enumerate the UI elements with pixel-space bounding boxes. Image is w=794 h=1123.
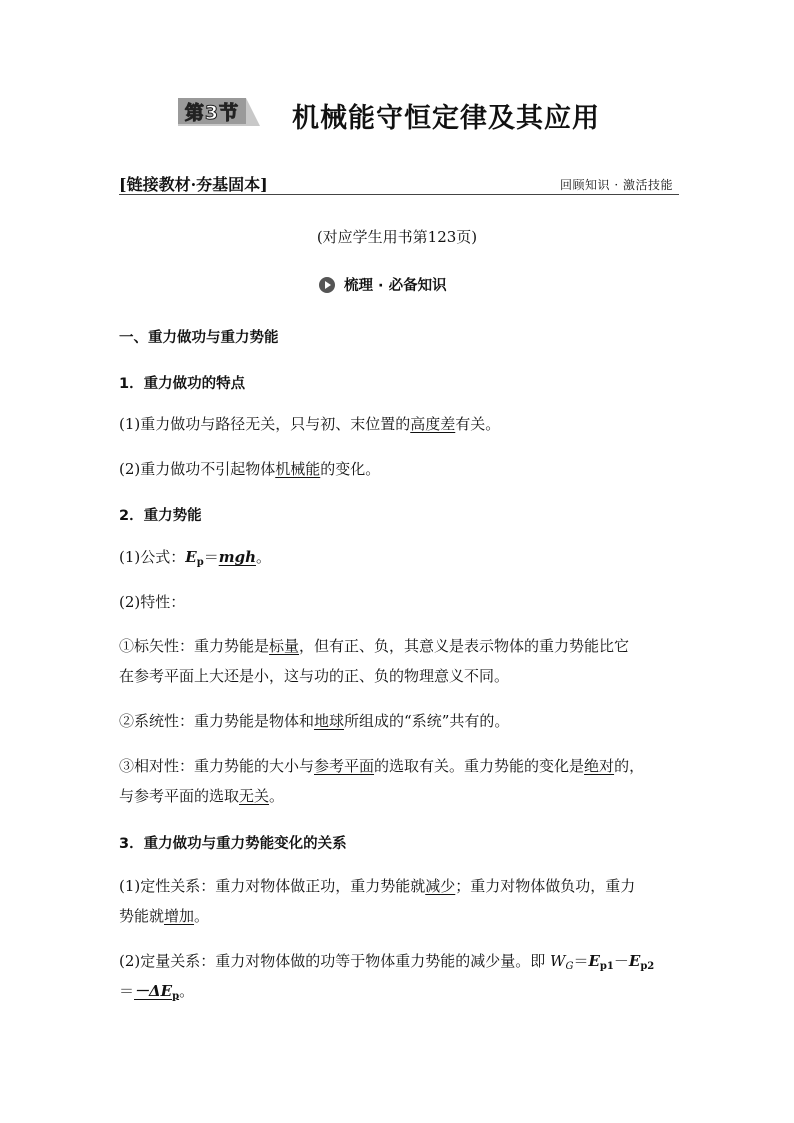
property-3-cont: 与参考平面的选取无关。 bbox=[119, 787, 285, 805]
property-2: ②系统性：重力势能是物体和地球所组成的“系统”共有的。 bbox=[119, 712, 510, 730]
properties-label: (2)特性： bbox=[119, 593, 186, 611]
paragraph-1-2: (2)重力做功不引起物体机械能的变化。 bbox=[119, 460, 381, 478]
section-badge bbox=[178, 98, 260, 126]
banner-left: [链接教材·夯基固本] bbox=[119, 175, 268, 194]
subheading-3: 3．重力做功与重力势能变化的关系 bbox=[119, 836, 347, 852]
paragraph-1-1: (1)重力做功与路径无关，只与初、末位置的高度差有关。 bbox=[119, 415, 501, 433]
heading-gravity-work: 一、重力做功与重力势能 bbox=[119, 330, 279, 346]
section-heading bbox=[318, 274, 447, 295]
book-reference: (对应学生用书第123页) bbox=[316, 228, 478, 246]
relation-2: (2)定量关系：重力对物体做的功等于物体重力势能的减少量。即 $W_G=E_{p1}-E_{p2}$ bbox=[119, 952, 655, 972]
banner-right: 回顾知识 · 激活技能 bbox=[560, 178, 673, 192]
badge-label: 第3节 bbox=[184, 101, 240, 124]
section-heading-text: 梳理 · 必备知识 bbox=[344, 278, 447, 294]
play-icon bbox=[318, 276, 336, 294]
formula-line: (1)公式：$E_p=mgh$。 bbox=[119, 548, 271, 568]
property-3: ③相对性：重力势能的大小与参考平面的选取有关。重力势能的变化是绝对的， bbox=[119, 757, 645, 775]
property-1: ①标矢性：重力势能是标量，但有正、负，其意义是表示物体的重力势能比它 bbox=[119, 637, 630, 655]
page-title: 机械能守恒定律及其应用 bbox=[292, 103, 600, 134]
relation-1-cont: 势能就增加。 bbox=[119, 907, 210, 925]
subheading-1: 1．重力做功的特点 bbox=[119, 376, 246, 392]
subheading-2: 2．重力势能 bbox=[119, 508, 202, 524]
relation-2-cont: $=-\Delta E_p$。 bbox=[119, 982, 195, 1002]
delta-ep: $-\Delta E_p$ bbox=[134, 982, 180, 1002]
property-1-cont: 在参考平面上大还是小，这与功的正、负的物理意义不同。 bbox=[119, 667, 510, 685]
relation-1: (1)定性关系：重力对物体做正功，重力势能就减少；重力对物体做负功，重力 bbox=[119, 877, 636, 895]
banner-divider bbox=[119, 194, 679, 195]
